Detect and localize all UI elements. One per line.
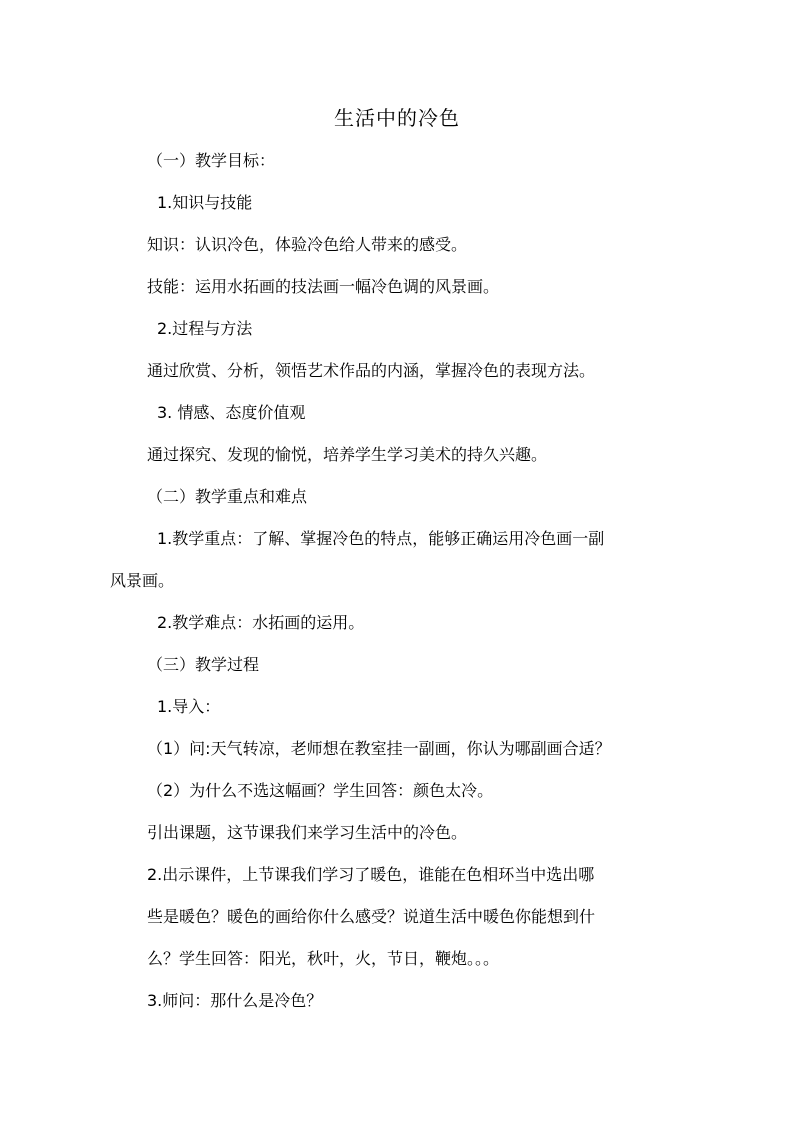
paragraph-teacher-question: 3.师问：那什么是冷色？	[147, 991, 323, 1010]
subheading-knowledge-skills: 1.知识与技能	[157, 193, 253, 212]
subheading-process-method: 2.过程与方法	[157, 319, 253, 338]
paragraph-courseware-wrap-2: 么？学生回答：阳光，秋叶，火，节日，鞭炮。。。	[147, 949, 500, 968]
subheading-intro: 1.导入：	[157, 697, 221, 716]
paragraph-question-1: （1）问:天气转凉，老师想在教室挂一副画，你认为哪副画合适？	[147, 739, 611, 758]
paragraph-question-2: （2）为什么不选这幅画？学生回答：颜色太冷。	[147, 781, 494, 800]
paragraph-knowledge: 知识：认识冷色，体验冷色给人带来的感受。	[147, 235, 468, 254]
section-heading-process: （三）教学过程	[147, 655, 260, 674]
paragraph-topic: 引出课题，这节课我们来学习生活中的冷色。	[147, 823, 468, 842]
section-heading-objectives: （一）教学目标：	[147, 151, 276, 170]
paragraph-skills: 技能：运用水拓画的技法画一幅冷色调的风景画。	[147, 277, 500, 296]
paragraph-courseware: 2.出示课件，上节课我们学习了暖色，谁能在色相环当中选出哪	[147, 865, 595, 884]
paragraph-key-point-1-wrap: 风景画。	[110, 571, 175, 590]
paragraph-key-point-2: 2.教学难点：水拓画的运用。	[157, 613, 365, 632]
subheading-emotion-values: 3. 情感、态度价值观	[157, 403, 306, 422]
paragraph-key-point-1: 1.教学重点：了解、掌握冷色的特点，能够正确运用冷色画一副	[157, 529, 605, 548]
paragraph-process: 通过欣赏、分析，领悟艺术作品的内涵，掌握冷色的表现方法。	[147, 361, 596, 380]
paragraph-courseware-wrap-1: 些是暖色？暖色的画给你什么感受？说道生活中暖色你能想到什	[147, 907, 596, 926]
document-title: 生活中的冷色	[334, 106, 460, 130]
paragraph-emotion: 通过探究、发现的愉悦，培养学生学习美术的持久兴趣。	[147, 445, 548, 464]
section-heading-key-points: （二）教学重点和难点	[147, 487, 308, 506]
